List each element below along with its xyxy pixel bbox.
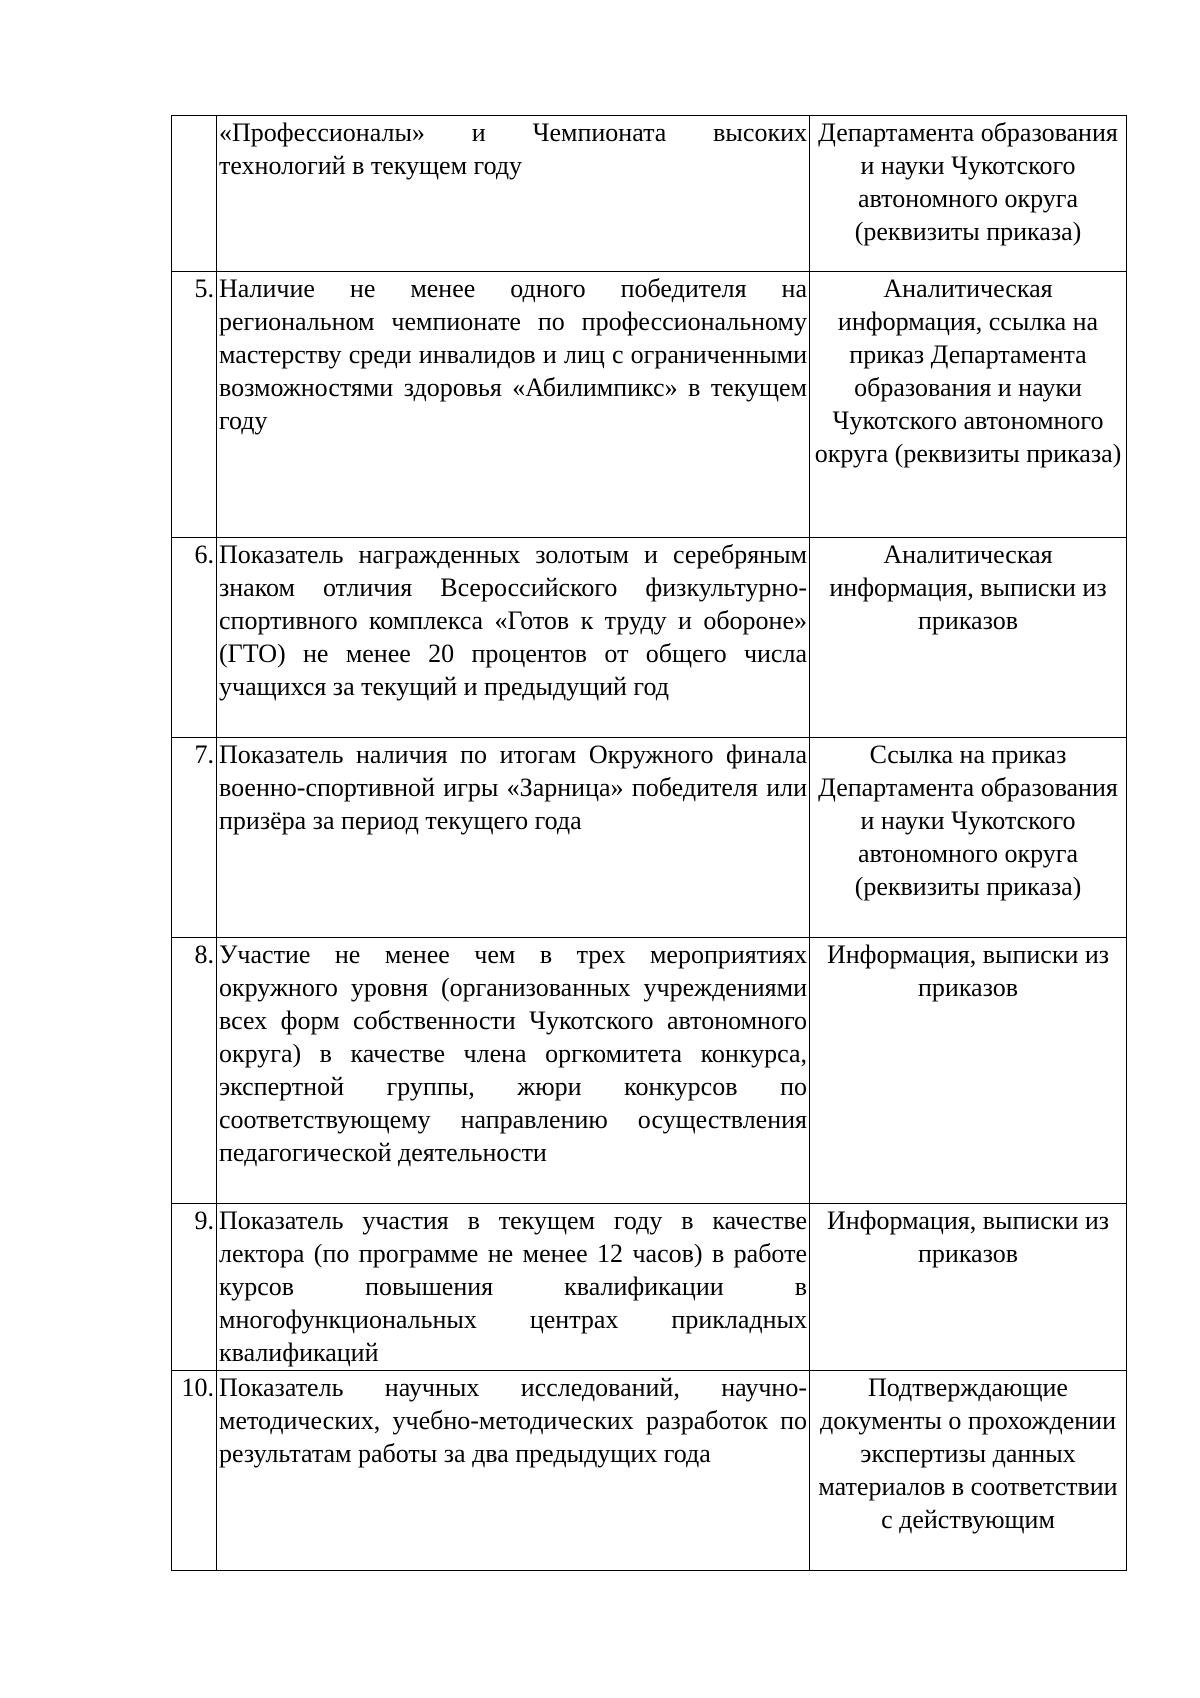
confirmation-document: Информация, выписки из приказов [810,938,1127,1204]
criterion-description: Показатель наличия по итогам Окружного финала военно-спортивной игры «Зарница» победителя или призёра за период текущего года [217,738,810,938]
table-row [172,272,1127,538]
row-number: 5. [172,272,217,538]
confirmation-document: Подтверждающие документы о прохождении экспертизы данных материалов в соответствии с действующим [810,1371,1127,1571]
criterion-description: «Профессионалы» и Чемпионата высоких технологий в текущем году [217,116,810,272]
table-row [172,738,1127,938]
row-number: 6. [172,538,217,738]
criterion-description: Наличие не менее одного победителя на региональном чемпионате по профессиональному мастерству среди инвалидов и лиц с ограниченными возможностями здоровья «Абилимпикс» в текущем году [217,272,810,538]
confirmation-document: Ссылка на приказ Департамента образования и науки Чукотского автономного округа (реквизиты приказа) [810,738,1127,938]
criteria-table [171,115,1127,1571]
confirmation-document: Информация, выписки из приказов [810,1204,1127,1371]
criterion-description: Показатель участия в текущем году в качестве лектора (по программе не менее 12 часов) в работе курсов повышения квалификации в многофункциональных центрах прикладных квалификаций [217,1204,810,1371]
row-number [172,116,217,272]
table-row [172,1371,1127,1571]
row-number: 8. [172,938,217,1204]
confirmation-document: Аналитическая информация, выписки из приказов [810,538,1127,738]
table-row [172,116,1127,272]
row-number: 9. [172,1204,217,1371]
table-row [172,538,1127,738]
criterion-description: Участие не менее чем в трех мероприятиях окружного уровня (организованных учреждениями всех форм собственности Чукотского автономного округа) в качестве члена оргкомитета конкурса, экспертной группы, жюри конкурсов по соответствующему направлению осуществления педагогической деятельности [217,938,810,1204]
confirmation-document: Департамента образования и науки Чукотского автономного округа (реквизиты приказа) [810,116,1127,272]
table-row [172,938,1127,1204]
row-number: 10. [172,1371,217,1571]
table-row [172,1204,1127,1371]
criterion-description: Показатель научных исследований, научно-методических, учебно-методических разработок по результатам работы за два предыдущих года [217,1371,810,1571]
confirmation-document: Аналитическая информация, ссылка на приказ Департамента образования и науки Чукотского автономного округа (реквизиты приказа) [810,272,1127,538]
criterion-description: Показатель награжденных золотым и серебряным знаком отличия Всероссийского физкультурно-спортивного комплекса «Готов к труду и обороне» (ГТО) не менее 20 процентов от общего числа учащихся за текущий и предыдущий год [217,538,810,738]
row-number: 7. [172,738,217,938]
